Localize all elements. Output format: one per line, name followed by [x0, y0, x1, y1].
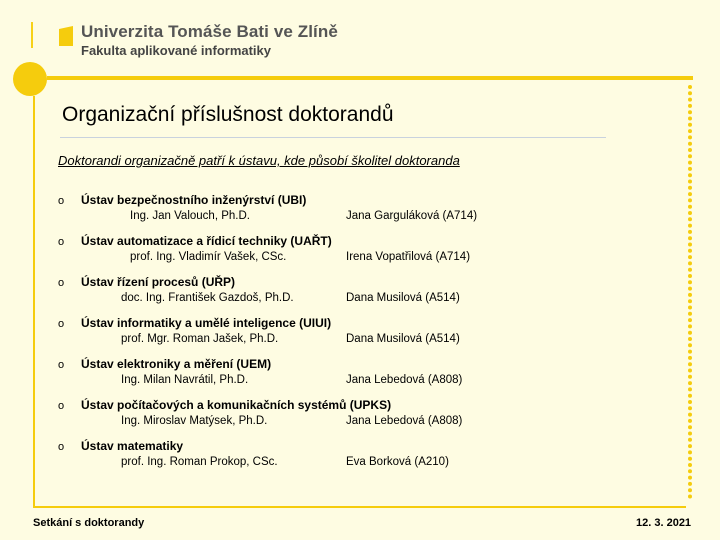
- bullet-icon: o: [58, 277, 65, 289]
- institute-name: Ústav automatizace a řídicí techniky (UAŘT): [81, 234, 332, 248]
- footer-date: 12. 3. 2021: [636, 517, 692, 529]
- dot-decoration: [688, 142, 692, 146]
- institute-name: Ústav matematiky: [81, 439, 184, 453]
- dot-decoration: [688, 91, 692, 95]
- dot-decoration: [688, 104, 692, 108]
- decorative-circle: [13, 62, 47, 96]
- bullet-icon: o: [58, 400, 65, 412]
- dot-decoration: [688, 129, 692, 133]
- dot-decoration: [688, 186, 692, 190]
- dot-decoration: [688, 123, 692, 127]
- faculty-name: Fakulta aplikované informatiky: [81, 43, 272, 58]
- supervisor-name: prof. Ing. Vladimír Vašek, CSc.: [130, 251, 287, 263]
- bullet-icon: o: [58, 318, 65, 330]
- contact-person: Dana Musilová (A514): [346, 333, 460, 345]
- dot-decoration: [688, 482, 692, 486]
- supervisor-name: Ing. Milan Navrátil, Ph.D.: [121, 374, 249, 386]
- list-item: [0, 316, 720, 356]
- dot-decoration: [688, 135, 692, 139]
- supervisor-name: doc. Ing. František Gazdoš, Ph.D.: [121, 292, 294, 304]
- contact-person: Dana Musilová (A514): [346, 292, 460, 304]
- logo-bar-decoration: [31, 22, 33, 48]
- dot-decoration: [688, 167, 692, 171]
- bullet-icon: o: [58, 195, 65, 207]
- title-underline-divider: [60, 137, 606, 138]
- university-logo-icon: [58, 26, 74, 46]
- list-item: [0, 193, 720, 233]
- dot-decoration: [688, 117, 692, 121]
- bottom-rule-divider: [35, 506, 686, 508]
- slide-subtitle: Doktorandi organizačně patří k ústavu, kde působí školitel doktoranda: [58, 153, 460, 168]
- contact-person: Jana Lebedová (A808): [346, 415, 463, 427]
- contact-person: Eva Borková (A210): [346, 456, 449, 468]
- bullet-icon: o: [58, 441, 65, 453]
- list-item: [0, 439, 720, 479]
- dot-decoration: [688, 154, 692, 158]
- university-name: Univerzita Tomáše Bati ve Zlíně: [81, 22, 338, 41]
- institute-name: Ústav elektroniky a měření (UEM): [81, 357, 272, 371]
- dot-decoration: [688, 180, 692, 184]
- institute-name: Ústav bezpečnostního inženýrství (UBI): [81, 193, 307, 207]
- institute-name: Ústav informatiky a umělé inteligence (UIUI): [81, 316, 332, 330]
- list-item: [0, 398, 720, 438]
- contact-person: Jana Garguláková (A714): [346, 210, 478, 222]
- list-item: [0, 234, 720, 274]
- footer-event-name: Setkání s doktorandy: [33, 517, 145, 529]
- dot-decoration: [688, 173, 692, 177]
- contact-person: Jana Lebedová (A808): [346, 374, 463, 386]
- dot-decoration: [688, 98, 692, 102]
- slide-title: Organizační příslušnost doktorandů: [62, 103, 394, 126]
- institute-name: Ústav řízení procesů (UŘP): [81, 275, 236, 289]
- bullet-icon: o: [58, 359, 65, 371]
- supervisor-name: Ing. Miroslav Matýsek, Ph.D.: [121, 415, 268, 427]
- dot-decoration: [688, 148, 692, 152]
- dot-decoration: [688, 488, 692, 492]
- supervisor-name: prof. Ing. Roman Prokop, CSc.: [121, 456, 278, 468]
- supervisor-name: Ing. Jan Valouch, Ph.D.: [130, 210, 250, 222]
- bullet-icon: o: [58, 236, 65, 248]
- contact-person: Irena Vopatřilová (A714): [346, 251, 471, 263]
- dot-decoration: [688, 161, 692, 165]
- dot-decoration: [688, 495, 692, 499]
- supervisor-name: prof. Mgr. Roman Jašek, Ph.D.: [121, 333, 279, 345]
- institute-name: Ústav počítačových a komunikačních systémů (UPKS): [81, 398, 392, 412]
- dot-decoration: [688, 85, 692, 89]
- list-item: [0, 275, 720, 315]
- dot-decoration: [688, 110, 692, 114]
- top-rule-divider: [47, 76, 693, 80]
- list-item: [0, 357, 720, 397]
